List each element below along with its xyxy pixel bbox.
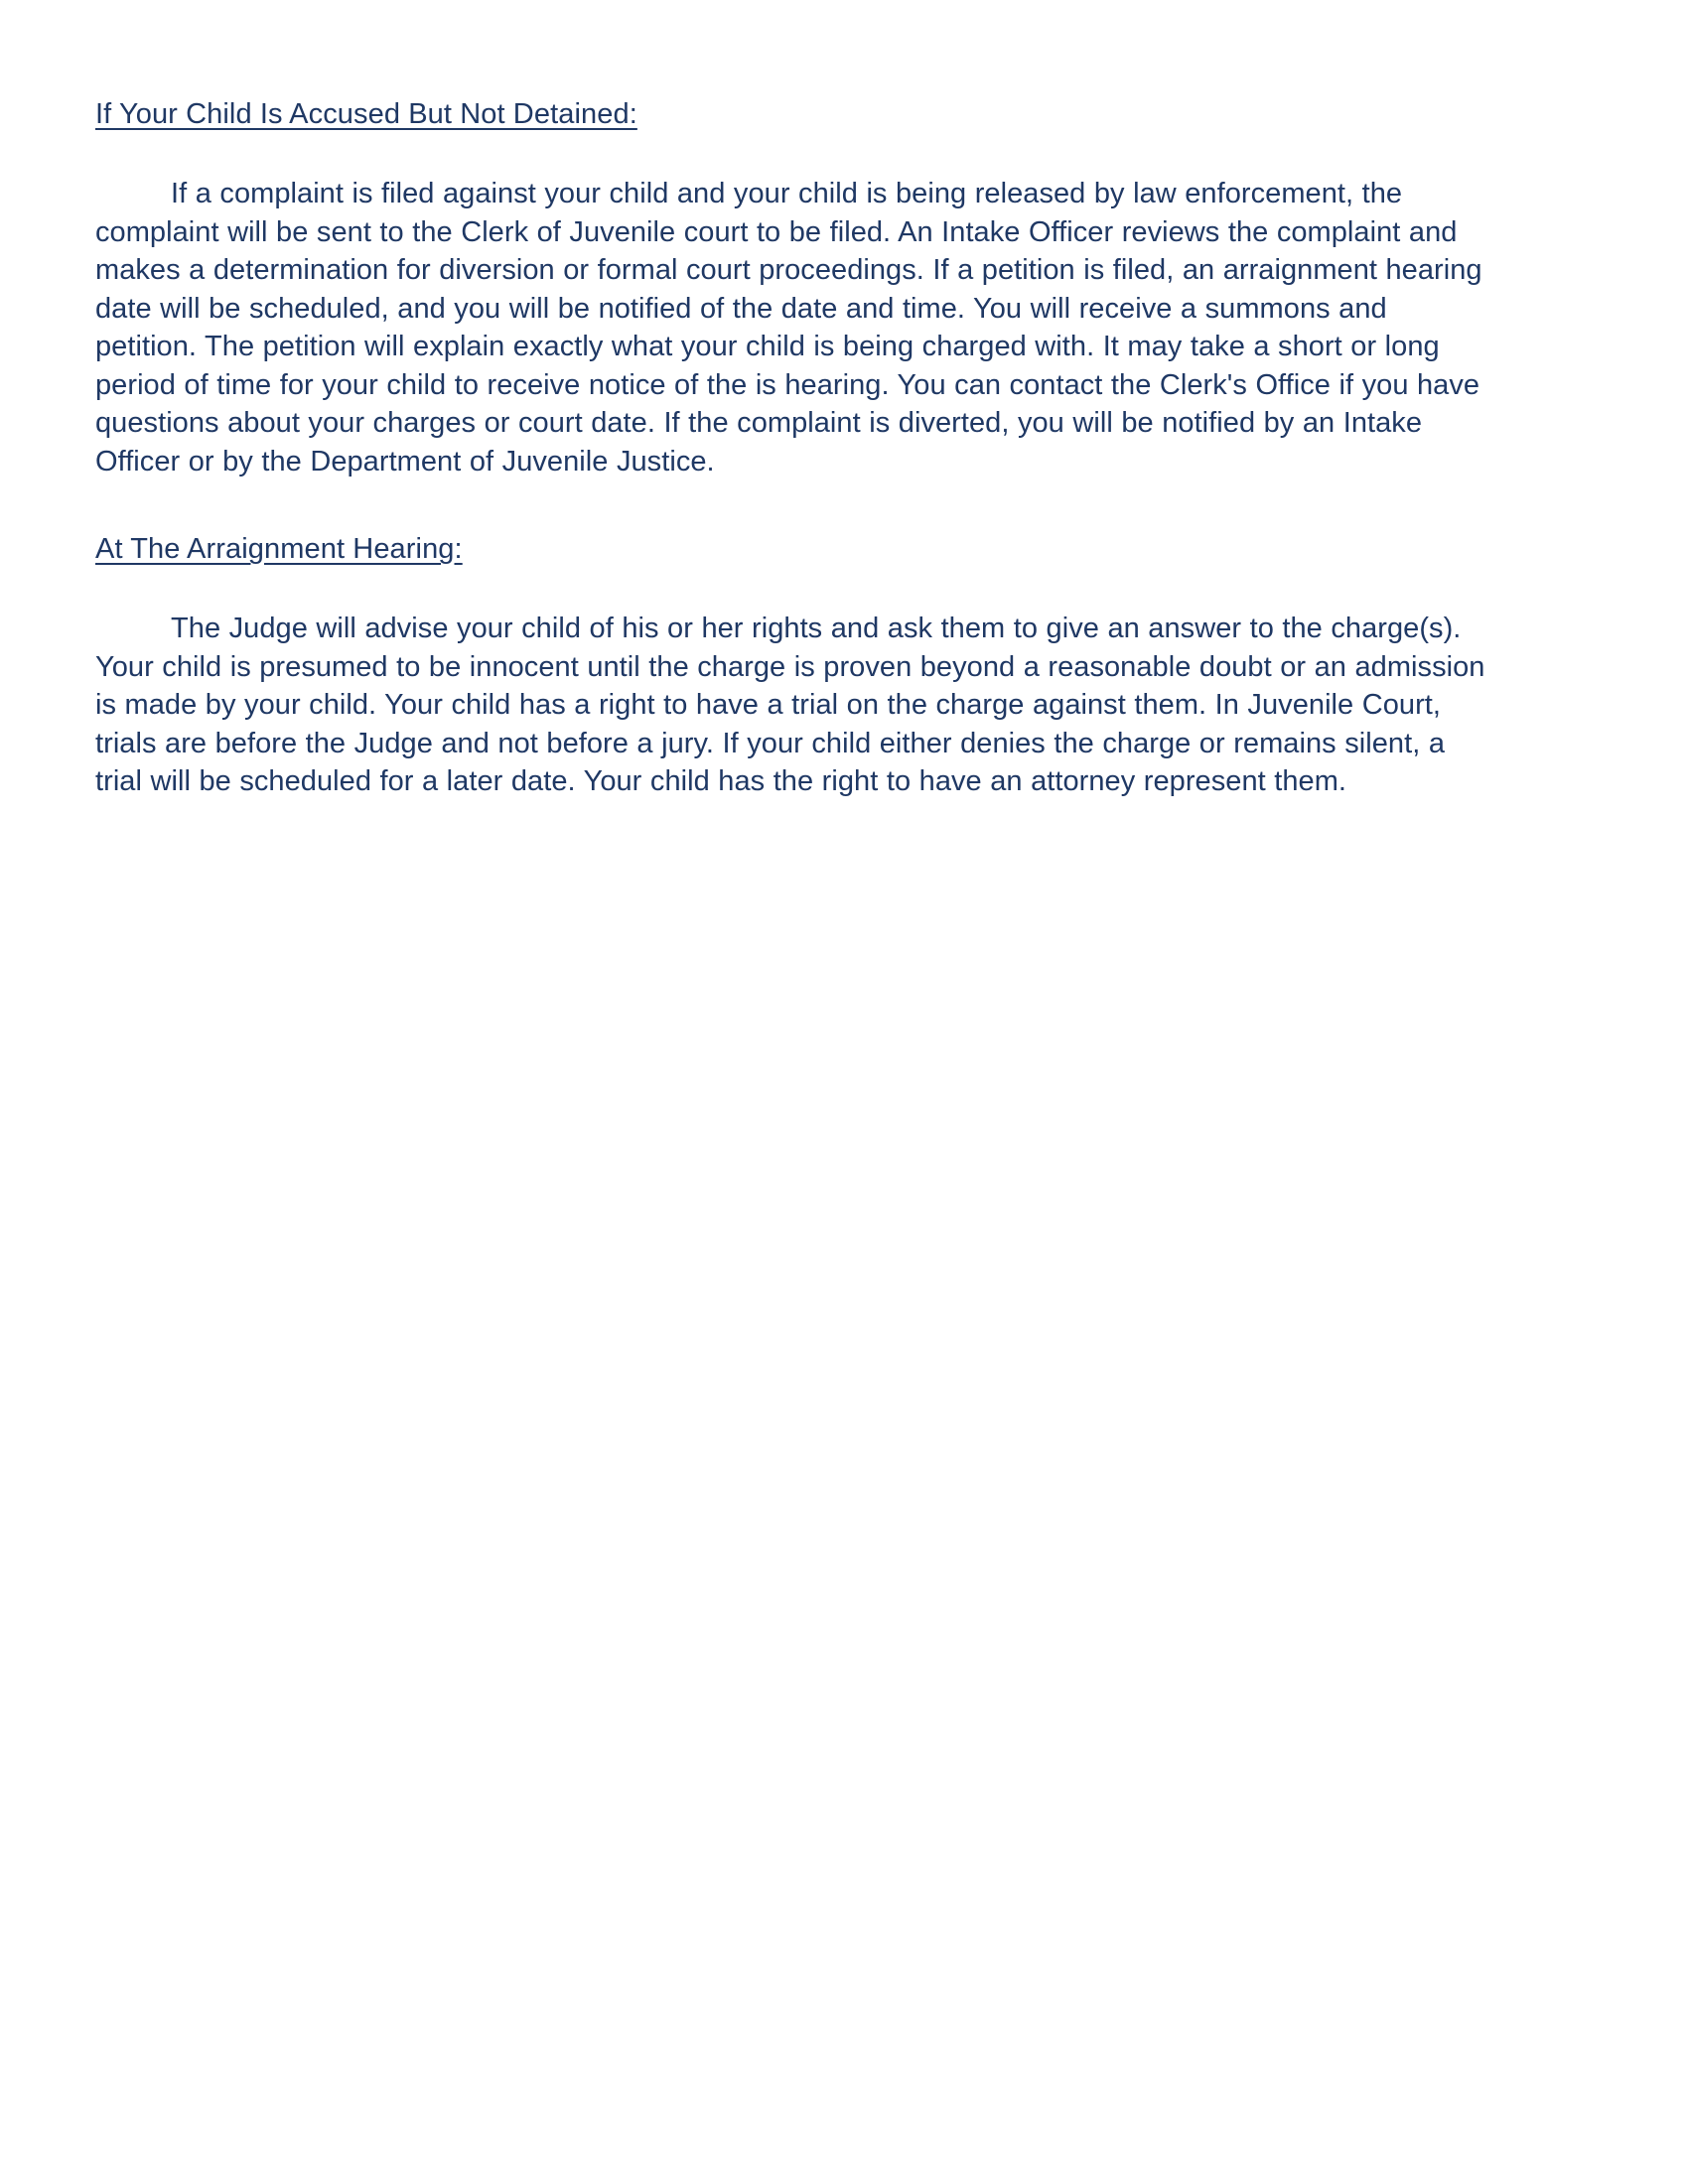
document-content <box>95 95 1489 801</box>
section-heading-accused-not-detained: If Your Child Is Accused But Not Detained: <box>95 98 637 130</box>
spacer-paragraph-heading-2 <box>95 480 1489 530</box>
section-paragraph-accused-not-detained: If a complaint is filed against your child and your child is being released by law enforcement, the complaint will be sent to the Clerk of Juvenile court to be filed. An Intake Officer reviews the complaint and makes a determination for diversion or formal court proceedings. If a petition is filed, an arraignment hearing date will be scheduled, and you will be notified of the date and time. You will receive a summons and petition. The petition will explain exactly what your child is being charged with. It may take a short or long period of time for your child to receive notice of the is hearing. You can contact the Clerk's Office if you have questions about your charges or court date. If the complaint is diverted, you will be notified by an Intake Officer or by the Department of Juvenile Justice. <box>95 178 1482 478</box>
spacer-heading-paragraph-2 <box>95 568 1489 610</box>
spacer-heading-paragraph-1 <box>95 133 1489 175</box>
section-heading-arraignment-hearing: At The Arraignment Hearing: <box>95 533 463 565</box>
section-paragraph-arraignment-hearing: The Judge will advise your child of his or her rights and ask them to give an answer to the charge(s). Your child is presumed to be innocent until the charge is proven beyond a reasonable doubt or an admission is made by your child. Your child has a right to have a trial on the charge against them. In Juvenile Court, trials are before the Judge and not before a jury. If your child either denies the charge or remains silent, a trial will be scheduled for a later date. Your child has the right to have an attorney represent them. <box>95 613 1485 797</box>
